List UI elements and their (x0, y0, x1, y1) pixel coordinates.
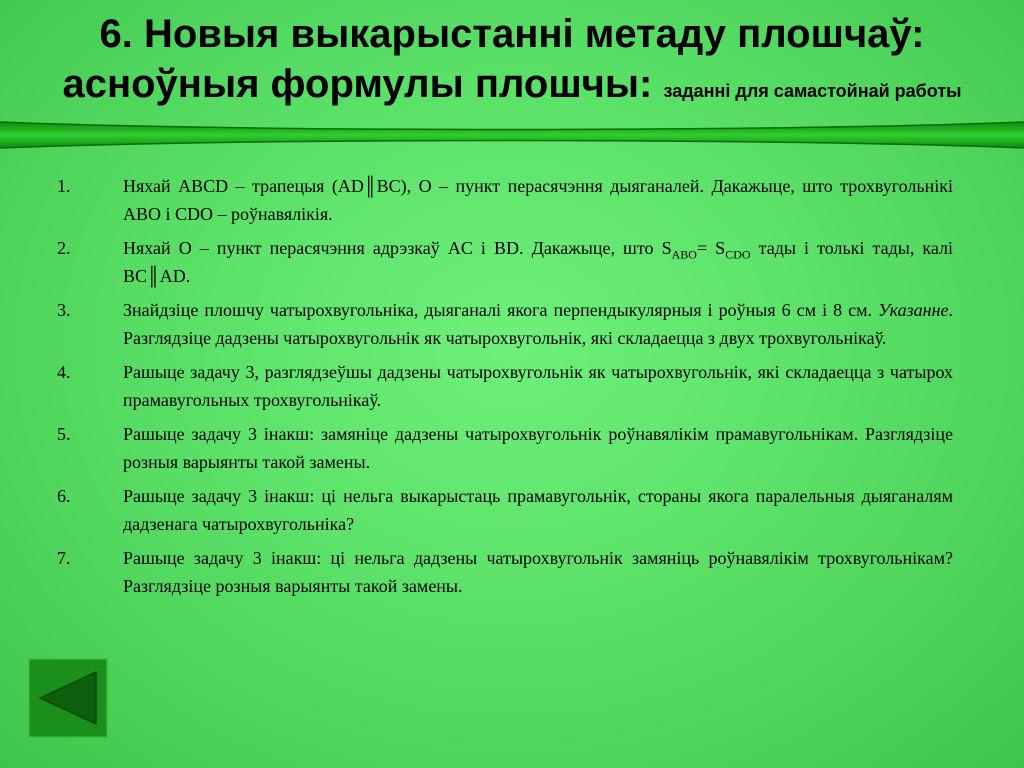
list-item (57, 544, 953, 600)
item-text (123, 296, 953, 352)
hint-label: Указанне (877, 300, 949, 320)
item-number: 1. (57, 176, 71, 196)
back-button[interactable] (28, 658, 108, 738)
list-item (57, 234, 953, 290)
slide-title (0, 10, 1024, 117)
title-divider (0, 118, 1024, 152)
item-number: 6. (57, 486, 71, 506)
title-subtitle: заданні для самастойнай работы (663, 81, 962, 101)
item-text: Рашыце задачу 3 інакш: замяніце дадзены чатырохвугольнік роўнавялікім прамавугольнікам. Разглядзіце розныя варыянты такой замены. (123, 424, 953, 472)
item-number: 4. (57, 362, 71, 382)
title-main: асноўныя формулы плошчы: (62, 62, 653, 106)
item-text: Рашыце задачу 3 інакш: ці нельга выкарыстаць прамавугольнік, стораны якога паралельныя дыяганалям дадзенага чатырохвугольніка? (123, 486, 953, 534)
item-number: 2. (57, 238, 71, 258)
subscript-cdo: CDO (725, 247, 751, 262)
title-line-2 (0, 58, 1024, 117)
item-text-part: . Разглядзіце дадзены чатырохвугольнік як чатырохвугольнік, які складаецца з двух трохвугольнікаў. (123, 300, 953, 348)
item-text: Рашыце задачу 3 інакш: ці нельга дадзены чатырохвугольнік замяніць роўнавялікім трохвугольнікам? Разглядзіце розныя варыянты такой замены. (123, 548, 953, 596)
list-item (57, 172, 953, 228)
item-number: 3. (57, 300, 71, 320)
task-list (57, 172, 953, 606)
item-text (123, 234, 953, 290)
list-item (57, 296, 953, 352)
list-item (57, 482, 953, 538)
item-number: 5. (57, 424, 71, 444)
item-text-part: Знайдзіце плошчу чатырохвугольніка, дыяганалі якога перпендыкулярныя і роўныя 6 см і 8 см. (123, 300, 878, 320)
subscript-abo: ABO (671, 247, 697, 262)
item-text-part: = S (696, 238, 726, 258)
item-number: 7. (57, 548, 71, 568)
item-text-part: тады і толькі тады, калі BC║AD. (123, 238, 954, 286)
item-text: Няхай ABCD – трапецыя (AD║BC), O – пункт перасячэння дыяганалей. Дакажыце, што трохвугольнікі ABO і CDO – роўнавялікія. (123, 176, 953, 224)
item-text: Рашыце задачу 3, разглядзеўшы дадзены чатырохвугольнік як чатырохвугольнік, які складаецца з чатырох прамавугольных трохвугольнікаў. (123, 362, 953, 410)
list-item (57, 420, 953, 476)
item-text-part: Няхай O – пункт перасячэння адрэзкаў AC і BD. Дакажыце, што S (123, 238, 672, 258)
list-item (57, 358, 953, 414)
triangle-left-icon (28, 658, 108, 738)
title-line-1: 6. Новыя выкарыстанні метаду плошчаў: (99, 12, 925, 56)
